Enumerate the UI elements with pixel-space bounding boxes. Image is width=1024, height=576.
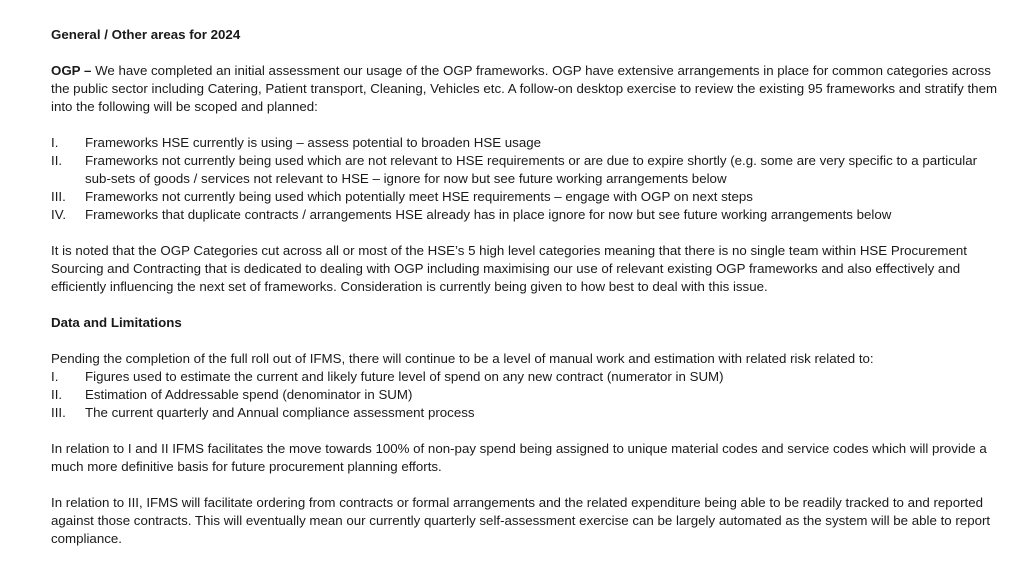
list-item: [51, 386, 1004, 404]
list-item: [51, 206, 1004, 224]
ogp-paragraph: [51, 62, 1004, 116]
list-item-text: Frameworks not currently being used which potentially meet HSE requirements – engage with OGP on next steps: [85, 189, 753, 204]
list-item-number: I.: [51, 369, 59, 384]
list-item-text: Figures used to estimate the current and likely future level of spend on any new contract (numerator in SUM): [85, 369, 724, 384]
list-item: [51, 368, 1004, 386]
list-item-number: III.: [51, 405, 66, 420]
list-item-number: II.: [51, 153, 63, 168]
list-item: [51, 134, 1004, 152]
general-heading: General / Other areas for 2024: [51, 27, 241, 42]
list-item-number: I.: [51, 135, 59, 150]
list-item-number: III.: [51, 189, 66, 204]
list-item: [51, 188, 1004, 206]
list-item: [51, 404, 1004, 422]
list-item-number: II.: [51, 387, 63, 402]
ifms-iii-paragraph: In relation to III, IFMS will facilitate ordering from contracts or formal arrangements and the related expenditure being able to be readily tracked to and reported against those contracts. This will eventually mean our currently quarterly self-assessment exercise can be largely automated as the system will be able to report compliance.: [51, 495, 991, 546]
spacer: [51, 422, 1004, 440]
ogp-framework-list: [51, 134, 1004, 224]
list-item-text: Estimation of Addressable spend (denominator in SUM): [85, 387, 413, 402]
ogp-label: OGP –: [51, 63, 92, 78]
spacer: [51, 476, 1004, 494]
list-item-text: Frameworks not currently being used which are not relevant to HSE requirements or are due to expire shortly (e.g. some are very specific to a particular sub-sets of goods / services not relevant to HSE – ignore for now but see future working arrangements below: [85, 153, 978, 186]
spacer: [51, 296, 1004, 314]
ifms-i-ii-paragraph: In relation to I and II IFMS facilitates the move towards 100% of non-pay spend being assigned to unique material codes and service codes which will provide a much more definitive basis for future procurement planning efforts.: [51, 441, 987, 474]
data-limitations-list: [51, 368, 1004, 422]
list-item: [51, 152, 1004, 188]
ogp-text: We have completed an initial assessment our usage of the OGP frameworks. OGP have extensive arrangements in place for common categories across the public sector including Catering, Patient transport, Cleaning, Vehicles etc. A follow-on desktop exercise to review the existing 95 frameworks and stratify them into the following will be scoped and planned:: [51, 63, 998, 114]
list-item-text: The current quarterly and Annual compliance assessment process: [85, 405, 475, 420]
spacer: [51, 116, 1004, 134]
data-intro-paragraph: Pending the completion of the full roll out of IFMS, there will continue to be a level of manual work and estimation with related risk related to:: [51, 351, 874, 366]
ogp-note-paragraph: It is noted that the OGP Categories cut across all or most of the HSE’s 5 high level categories meaning that there is no single team within HSE Procurement Sourcing and Contracting that is dedicated to dealing with OGP including maximising our use of relevant existing OGP frameworks and also effectively and efficiently influencing the next set of frameworks. Consideration is currently being given to how best to deal with this issue.: [51, 243, 967, 294]
spacer: [51, 332, 1004, 350]
spacer: [51, 44, 1004, 62]
list-item-text: Frameworks HSE currently is using – assess potential to broaden HSE usage: [85, 135, 542, 150]
data-limitations-heading: Data and Limitations: [51, 315, 182, 330]
list-item-text: Frameworks that duplicate contracts / arrangements HSE already has in place ignore for now but see future working arrangements below: [85, 207, 892, 222]
spacer: [51, 224, 1004, 242]
list-item-number: IV.: [51, 207, 67, 222]
